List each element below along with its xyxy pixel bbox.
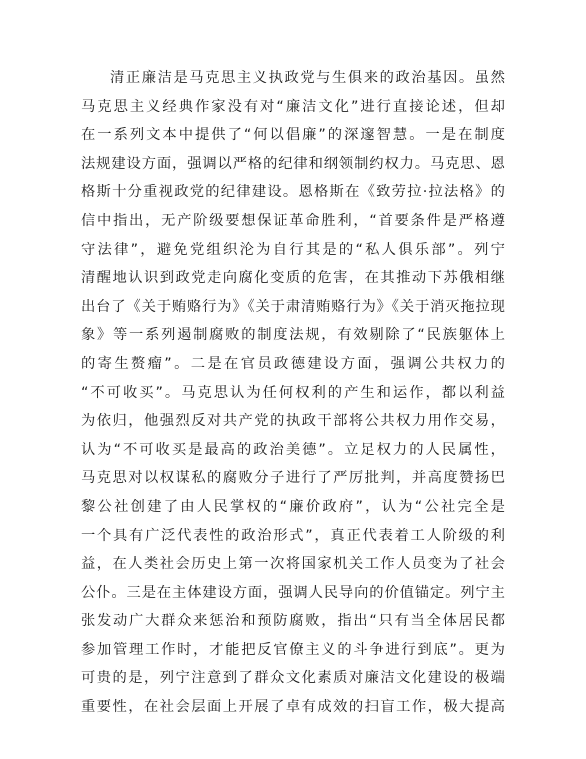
text-line: 黎公社创建了由人民掌权的“廉价政府”，认为“公社完全是: [81, 498, 505, 515]
text-line: 在一系列文本中提供了“何以倡廉”的深邃智慧。一是在制度: [81, 127, 505, 144]
text-line: 认为“不可收买是最高的政治美德”。立足权力的人民属性，: [81, 441, 505, 458]
text-line: 公仆。三是在主体建设方面，强调人民导向的价值锚定。列宁主: [81, 584, 505, 601]
text-line: 的寄生赘瘤”。二是在官员政德建设方面，强调公共权力的: [81, 355, 505, 372]
body-paragraph: [81, 64, 505, 722]
text-line: 马克思对以权谋私的腐败分子进行了严厉批判，并高度赞扬巴: [81, 470, 505, 487]
text-line: 益，在人类社会历史上第一次将国家机关工作人员变为了社会: [81, 556, 505, 573]
text-line: “不可收买”。马克思认为任何权利的产生和运作，都以利益: [81, 384, 505, 401]
text-line: 马克思主义经典作家没有对“廉洁文化”进行直接论述，但却: [81, 98, 505, 115]
text-line: 可贵的是，列宁注意到了群众文化素质对廉洁文化建设的极端: [81, 670, 505, 687]
text-line: 出台了《关于贿赂行为》《关于肃清贿赂行为》《关于消灭拖拉现: [81, 298, 505, 315]
text-line: 清醒地认识到政党走向腐化变质的危害，在其推动下苏俄相继: [81, 270, 505, 287]
text-line: 清正廉洁是马克思主义执政党与生俱来的政治基因。虽然: [110, 70, 505, 86]
text-line: 参加管理工作时，才能把反官僚主义的斗争进行到底”。更为: [81, 641, 505, 658]
text-line: 格斯十分重视政党的纪律建设。恩格斯在《致劳拉·拉法格》的: [81, 184, 505, 201]
text-line: 信中指出，无产阶级要想保证革命胜利，“首要条件是严格遵: [81, 212, 505, 229]
text-line: 守法律”，避免党组织沦为自行其是的“私人俱乐部”。列宁: [81, 241, 505, 258]
text-line: 象》等一系列遏制腐败的制度法规，有效剔除了“民族躯体上: [81, 327, 505, 344]
text-line: 张发动广大群众来惩治和预防腐败，指出“只有当全体居民都: [81, 613, 505, 630]
text-line: 一个具有广泛代表性的政治形式”，真正代表着工人阶级的利: [81, 527, 505, 544]
text-line: 重要性，在社会层面上开展了卓有成效的扫盲工作，极大提高: [81, 699, 505, 716]
text-line: 为依归，他强烈反对共产党的执政干部将公共权力用作交易，: [81, 413, 505, 430]
text-line: 法规建设方面，强调以严格的纪律和纲领制约权力。马克思、恩: [81, 155, 505, 172]
